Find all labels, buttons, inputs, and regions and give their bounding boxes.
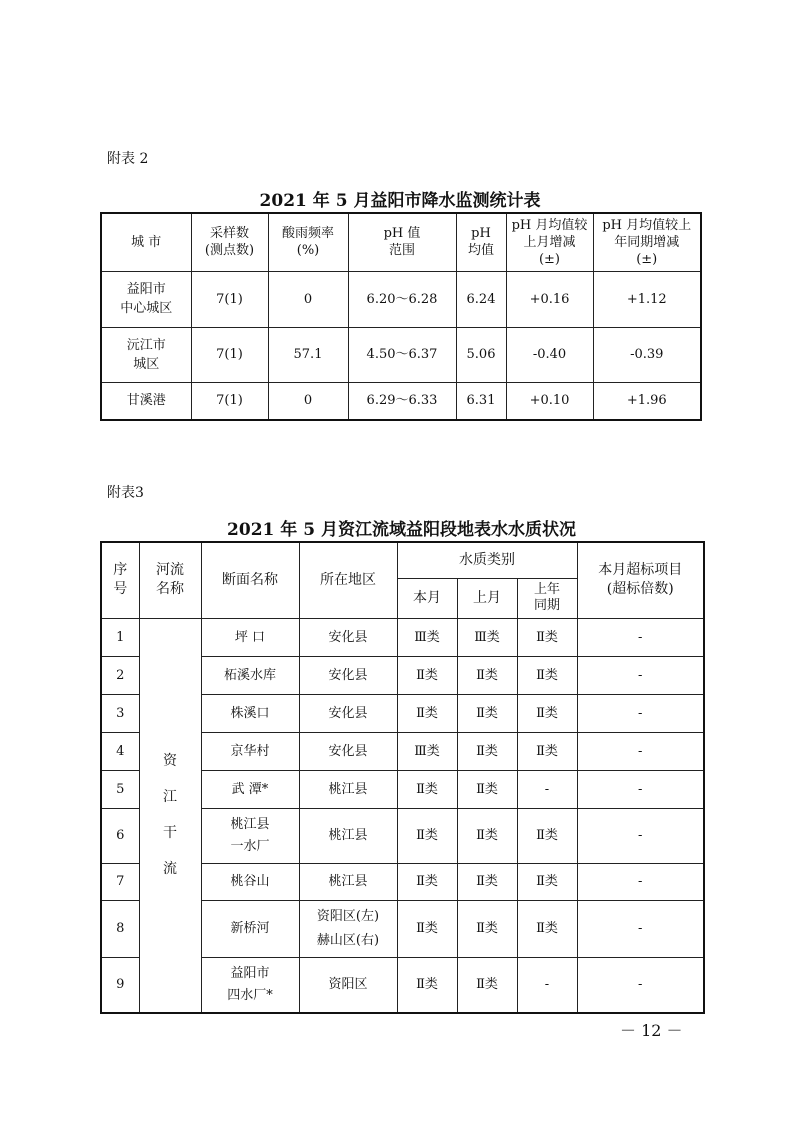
t2-this-month: Ⅱ类 bbox=[397, 770, 457, 808]
t1-ph-range: 6.20～6.28 bbox=[348, 271, 456, 327]
t2-last-month: Ⅲ类 bbox=[457, 618, 517, 656]
t2-section: 益阳市 四水厂* bbox=[201, 957, 299, 1013]
t2-exceed: - bbox=[577, 957, 704, 1013]
table-row bbox=[101, 271, 701, 327]
t2-seq: 1 bbox=[101, 618, 139, 656]
t2-seq: 9 bbox=[101, 957, 139, 1013]
t1-vs-last-year: -0.39 bbox=[593, 327, 701, 382]
t1-samples: 7(1) bbox=[191, 271, 268, 327]
t2-region: 安化县 bbox=[299, 618, 397, 656]
t2-header-river: 河流 名称 bbox=[139, 542, 201, 618]
t2-header-last-month: 上月 bbox=[457, 578, 517, 618]
t1-acid-freq: 57.1 bbox=[268, 327, 348, 382]
t2-exceed: - bbox=[577, 656, 704, 694]
t1-samples: 7(1) bbox=[191, 382, 268, 420]
t1-acid-freq: 0 bbox=[268, 271, 348, 327]
t2-this-month: Ⅲ类 bbox=[397, 732, 457, 770]
t2-seq: 8 bbox=[101, 900, 139, 957]
t2-seq: 2 bbox=[101, 656, 139, 694]
t2-section: 桃江县 一水厂 bbox=[201, 808, 299, 863]
t2-exceed: - bbox=[577, 863, 704, 900]
t2-section: 新桥河 bbox=[201, 900, 299, 957]
t2-region: 桃江县 bbox=[299, 770, 397, 808]
t2-region: 桃江县 bbox=[299, 808, 397, 863]
t1-city: 甘溪港 bbox=[101, 382, 191, 420]
table2-label: 附表3 bbox=[107, 485, 144, 501]
t2-exceed: - bbox=[577, 900, 704, 957]
t2-this-month: Ⅱ类 bbox=[397, 808, 457, 863]
t2-seq: 4 bbox=[101, 732, 139, 770]
t2-this-month: Ⅱ类 bbox=[397, 900, 457, 957]
t2-this-month: Ⅱ类 bbox=[397, 863, 457, 900]
t2-header-exceed: 本月超标项目 (超标倍数) bbox=[577, 542, 704, 618]
t2-header-region: 所在地区 bbox=[299, 542, 397, 618]
t1-acid-freq: 0 bbox=[268, 382, 348, 420]
t2-river-name: 资 江 干 流 bbox=[139, 618, 201, 1013]
t2-exceed: - bbox=[577, 618, 704, 656]
t1-header-acid-freq: 酸雨频率 (%) bbox=[268, 213, 348, 271]
t2-last-month: Ⅱ类 bbox=[457, 900, 517, 957]
t2-last-month: Ⅱ类 bbox=[457, 694, 517, 732]
t2-seq: 6 bbox=[101, 808, 139, 863]
table1-header-row bbox=[101, 213, 701, 271]
table-row bbox=[101, 327, 701, 382]
t2-last-year: Ⅱ类 bbox=[517, 618, 577, 656]
t2-section: 京华村 bbox=[201, 732, 299, 770]
t1-samples: 7(1) bbox=[191, 327, 268, 382]
table-row bbox=[101, 382, 701, 420]
t2-region: 安化县 bbox=[299, 732, 397, 770]
t2-region: 安化县 bbox=[299, 694, 397, 732]
t1-header-vs-last-month: pH 月均值较 上月增减 (±) bbox=[506, 213, 593, 271]
t1-header-city: 城 市 bbox=[101, 213, 191, 271]
t2-last-year: Ⅱ类 bbox=[517, 732, 577, 770]
t2-this-month: Ⅱ类 bbox=[397, 656, 457, 694]
t1-vs-last-year: +1.96 bbox=[593, 382, 701, 420]
t2-header-category: 水质类别 bbox=[397, 542, 577, 578]
t2-exceed: - bbox=[577, 694, 704, 732]
t1-city: 沅江市 城区 bbox=[101, 327, 191, 382]
t2-last-year: Ⅱ类 bbox=[517, 656, 577, 694]
t2-seq: 5 bbox=[101, 770, 139, 808]
t2-last-month: Ⅱ类 bbox=[457, 732, 517, 770]
table2-header-row-1 bbox=[101, 542, 704, 578]
t2-region: 资阳区(左) 赫山区(右) bbox=[299, 900, 397, 957]
table1 bbox=[100, 212, 702, 421]
t1-header-ph-range: pH 值 范围 bbox=[348, 213, 456, 271]
t1-ph-mean: 6.31 bbox=[456, 382, 506, 420]
t2-this-month: Ⅱ类 bbox=[397, 957, 457, 1013]
t2-last-year: Ⅱ类 bbox=[517, 808, 577, 863]
table2-title: 2021 年 5 月资江流域益阳段地表水水质状况 bbox=[227, 520, 576, 540]
t2-last-month: Ⅱ类 bbox=[457, 656, 517, 694]
t2-region: 桃江县 bbox=[299, 863, 397, 900]
t2-header-this-month: 本月 bbox=[397, 578, 457, 618]
t2-exceed: - bbox=[577, 770, 704, 808]
table1-label: 附表 2 bbox=[107, 151, 149, 167]
table1-title: 2021 年 5 月益阳市降水监测统计表 bbox=[259, 191, 541, 211]
t1-vs-last-month: -0.40 bbox=[506, 327, 593, 382]
t2-section: 柘溪水库 bbox=[201, 656, 299, 694]
t2-last-year: Ⅱ类 bbox=[517, 694, 577, 732]
t1-header-samples: 采样数 (测点数) bbox=[191, 213, 268, 271]
t2-exceed: - bbox=[577, 808, 704, 863]
t2-this-month: Ⅲ类 bbox=[397, 618, 457, 656]
t2-this-month: Ⅱ类 bbox=[397, 694, 457, 732]
t2-region: 安化县 bbox=[299, 656, 397, 694]
t2-last-year: Ⅱ类 bbox=[517, 863, 577, 900]
t2-section: 桃谷山 bbox=[201, 863, 299, 900]
t2-last-year: - bbox=[517, 770, 577, 808]
page-number: － 12 － bbox=[620, 1021, 683, 1040]
t1-vs-last-year: +1.12 bbox=[593, 271, 701, 327]
t2-last-year: Ⅱ类 bbox=[517, 900, 577, 957]
t2-region: 资阳区 bbox=[299, 957, 397, 1013]
table2 bbox=[100, 541, 705, 1014]
t2-seq: 7 bbox=[101, 863, 139, 900]
t2-section: 株溪口 bbox=[201, 694, 299, 732]
t1-vs-last-month: +0.16 bbox=[506, 271, 593, 327]
t1-ph-mean: 6.24 bbox=[456, 271, 506, 327]
t2-seq: 3 bbox=[101, 694, 139, 732]
t1-header-vs-last-year: pH 月均值较上 年同期增减 (±) bbox=[593, 213, 701, 271]
t2-header-last-year: 上年 同期 bbox=[517, 578, 577, 618]
t1-header-ph-mean: pH 均值 bbox=[456, 213, 506, 271]
table-row bbox=[101, 618, 704, 656]
t2-last-month: Ⅱ类 bbox=[457, 770, 517, 808]
t1-ph-mean: 5.06 bbox=[456, 327, 506, 382]
t2-section: 武 潭* bbox=[201, 770, 299, 808]
t1-city: 益阳市 中心城区 bbox=[101, 271, 191, 327]
t2-last-year: - bbox=[517, 957, 577, 1013]
t1-ph-range: 6.29～6.33 bbox=[348, 382, 456, 420]
t2-header-seq: 序 号 bbox=[101, 542, 139, 618]
t2-last-month: Ⅱ类 bbox=[457, 863, 517, 900]
t2-section: 坪 口 bbox=[201, 618, 299, 656]
t2-exceed: - bbox=[577, 732, 704, 770]
t1-vs-last-month: +0.10 bbox=[506, 382, 593, 420]
t2-last-month: Ⅱ类 bbox=[457, 808, 517, 863]
t2-header-section: 断面名称 bbox=[201, 542, 299, 618]
t1-ph-range: 4.50～6.37 bbox=[348, 327, 456, 382]
t2-last-month: Ⅱ类 bbox=[457, 957, 517, 1013]
